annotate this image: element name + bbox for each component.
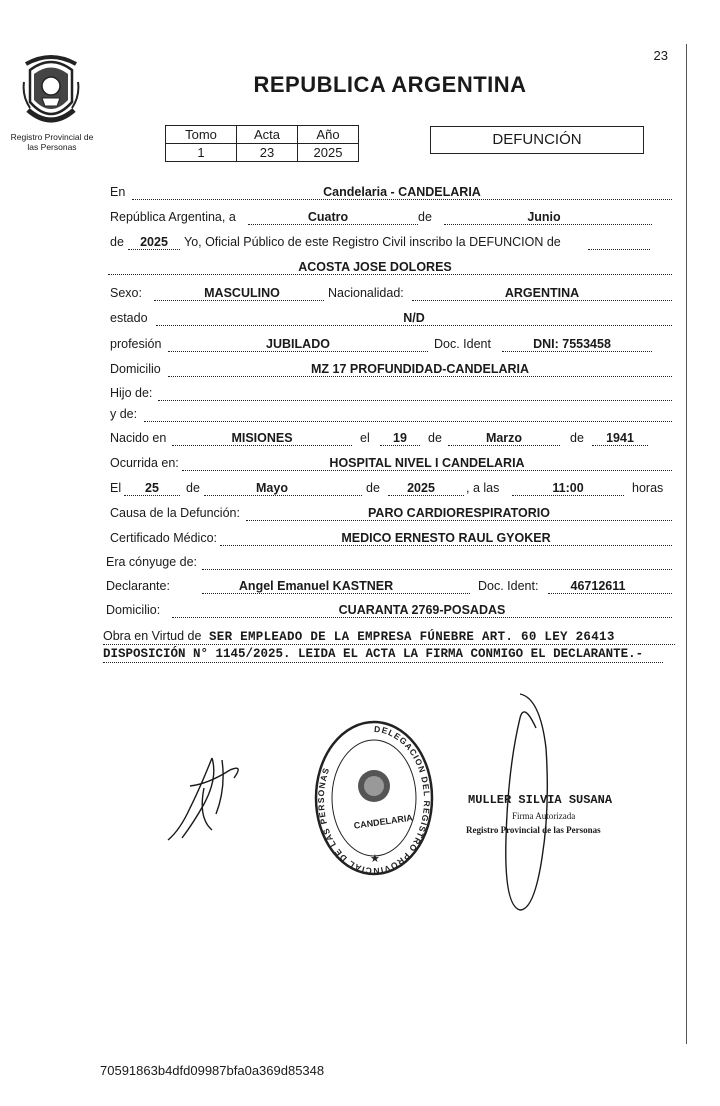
anio-value: 2025: [298, 144, 359, 162]
document-title: REPUBLICA ARGENTINA: [253, 72, 527, 97]
row-declarante: [108, 576, 672, 596]
decl-doc-line: [548, 593, 672, 594]
declarant-signature-icon: [160, 748, 250, 848]
row-certificado: [108, 528, 672, 548]
declarante-label: Declarante:: [106, 579, 170, 593]
ocurrida-label: Ocurrida en:: [110, 456, 179, 470]
row-nacimiento: [108, 428, 672, 448]
tomo-value: 1: [166, 144, 237, 162]
fallecido-value: ACOSTA JOSE DOLORES: [298, 260, 452, 274]
nac-mes-line: [448, 445, 560, 446]
def-dia-value: 25: [145, 481, 159, 495]
dia-value: Cuatro: [307, 210, 349, 224]
def-dia-line: [124, 495, 180, 496]
anio-line: [128, 249, 180, 250]
def-anio-value: 2025: [407, 481, 435, 495]
el-label: el: [360, 431, 370, 445]
decl-domicilio-value: CUARANTA 2769-POSADAS: [338, 603, 506, 617]
de-anio-label: de: [110, 235, 124, 249]
profesion-value: JUBILADO: [266, 337, 330, 351]
causa-label: Causa de la Defunción:: [110, 506, 240, 520]
registry-table: [165, 125, 359, 162]
seal-locality: CANDELARIA: [353, 812, 414, 831]
def-anio-line: [388, 495, 464, 496]
organization-name: [4, 132, 100, 152]
obra-line-2: DISPOSICIÓN N° 1145/2025. LEIDA EL ACTA LA FIRMA CONMIGO EL DECLARANTE.-: [103, 647, 644, 661]
row-hijo: [108, 383, 672, 403]
sexo-value: MASCULINO: [204, 286, 280, 300]
obra-line-2-container: [103, 646, 663, 663]
ocurrida-value: HOSPITAL NIVEL I CANDELARIA: [329, 456, 525, 470]
inscribo-text: Yo, Oficial Público de este Registro Civil inscribo la DEFUNCION de: [184, 235, 561, 249]
nac-de2-label: de: [570, 431, 584, 445]
horas-label: horas: [632, 481, 664, 495]
acta-value: 23: [237, 144, 298, 162]
anio-header: Año: [298, 126, 359, 144]
acta-header: Acta: [237, 126, 298, 144]
nac-mes-value: Marzo: [485, 431, 523, 445]
nacido-lugar-value: MISIONES: [231, 431, 293, 445]
obra-label: Obra en Virtud de: [103, 629, 202, 643]
lugar-value: Candelaria - CANDELARIA: [323, 185, 481, 199]
y-de-line: [144, 421, 672, 422]
decl-domicilio-line: [172, 617, 672, 618]
domicilio-line: [168, 376, 672, 377]
def-mes-line: [204, 495, 362, 496]
row-y-de: [108, 404, 672, 424]
mes-value: Junio: [527, 210, 561, 224]
row-sexo: [108, 283, 672, 303]
official-role: Firma Autorizada: [512, 811, 576, 821]
en-label: En: [110, 185, 126, 199]
margin-rule: [686, 44, 687, 1044]
certificado-line: [220, 545, 672, 546]
fallecido-line: [108, 274, 672, 275]
def-de2-label: de: [366, 481, 380, 495]
nac-anio-value: 1941: [606, 431, 634, 445]
official-seal-stamp: [312, 718, 436, 878]
hijo-label: Hijo de:: [110, 386, 153, 400]
nacionalidad-label: Nacionalidad:: [328, 286, 404, 300]
domicilio-label: Domicilio: [110, 362, 161, 376]
conyuge-label: Era cónyuge de:: [106, 555, 198, 569]
domicilio-value: MZ 17 PROFUNDIDAD-CANDELARIA: [310, 362, 530, 376]
tomo-header: Tomo: [166, 126, 237, 144]
nacionalidad-line: [412, 300, 672, 301]
de-label: de: [418, 210, 432, 224]
row-decl-domicilio: [108, 600, 672, 620]
row-inscripcion: [108, 232, 672, 252]
official-name: MULLER SILVIA SUSANA: [468, 793, 613, 807]
nacido-label: Nacido en: [110, 431, 167, 445]
estado-line: [156, 325, 672, 326]
nac-de-label: de: [428, 431, 442, 445]
nac-dia-line: [380, 445, 420, 446]
obra-line-1: SER EMPLEADO DE LA EMPRESA FÚNEBRE ART. 60 LEY 26413: [208, 630, 615, 644]
alas-label: , a las: [466, 481, 500, 495]
nacionalidad-value: ARGENTINA: [504, 286, 580, 300]
profesion-line: [168, 351, 428, 352]
seal-star-icon: ★: [370, 853, 380, 865]
inscribo-line: [588, 249, 650, 250]
row-domicilio: [108, 359, 672, 379]
certificado-value: MEDICO ERNESTO RAUL GYOKER: [341, 531, 551, 545]
conyuge-line: [202, 569, 672, 570]
registry-table-header-row: [166, 126, 359, 144]
lugar-line: [132, 199, 672, 200]
certificado-label: Certificado Médico:: [110, 531, 217, 545]
doc-label: Doc. Ident: [434, 337, 491, 351]
seal-circular-text: DELEGACION DEL REGISTRO PROVINCIAL DE LAS PERSONAS: [315, 723, 433, 877]
hijo-line: [158, 400, 672, 401]
causa-value: PARO CARDIORESPIRATORIO: [368, 506, 550, 520]
decl-doc-value: 46712611: [570, 579, 626, 593]
decl-doc-label: Doc. Ident:: [478, 579, 539, 593]
declarante-line: [202, 593, 470, 594]
registry-table-value-row: [166, 144, 359, 162]
decl-domicilio-label: Domicilio:: [106, 603, 161, 617]
doc-line: [502, 351, 652, 352]
estado-label: estado: [110, 311, 148, 325]
el2-label: El: [110, 481, 122, 495]
estado-value: N/D: [403, 311, 425, 325]
row-ocurrida: [108, 453, 672, 473]
anio-value: 2025: [140, 235, 168, 249]
sexo-label: Sexo:: [110, 286, 142, 300]
row-fecha-defuncion: [108, 478, 672, 498]
row-estado: [108, 308, 672, 328]
republica-label: República Argentina, a: [110, 210, 236, 224]
nac-dia-value: 19: [393, 431, 407, 445]
def-de-label: de: [186, 481, 200, 495]
row-fecha-inscripcion: [108, 207, 672, 227]
def-hora-line: [512, 495, 624, 496]
declarante-value: Angel Emanuel KASTNER: [238, 579, 394, 593]
row-profesion: [108, 334, 672, 354]
profesion-label: profesión: [110, 337, 162, 351]
official-registry: Registro Provincial de las Personas: [466, 825, 601, 835]
nac-anio-line: [592, 445, 648, 446]
nacido-lugar-line: [172, 445, 352, 446]
row-conyuge: [108, 552, 672, 572]
org-line-1: Registro Provincial de: [10, 132, 94, 142]
page-number: 23: [653, 48, 668, 63]
dia-line: [248, 224, 418, 225]
def-hora-value: 11:00: [552, 481, 584, 495]
y-de-label: y de:: [110, 407, 138, 421]
obra-line-1-container: [103, 628, 675, 645]
row-causa: [108, 503, 672, 523]
def-mes-value: Mayo: [256, 481, 288, 495]
row-fallecido: [108, 257, 672, 277]
sexo-line: [154, 300, 324, 301]
org-line-2: las Personas: [27, 142, 77, 152]
ocurrida-line: [182, 470, 672, 471]
causa-line: [246, 520, 672, 521]
mes-line: [444, 224, 652, 225]
record-type-box: DEFUNCIÓN: [430, 126, 644, 154]
doc-value: DNI: 7553458: [533, 337, 611, 351]
document-hash: 70591863b4dfd09987bfa0a369d85348: [100, 1063, 325, 1078]
row-lugar: [108, 182, 672, 202]
